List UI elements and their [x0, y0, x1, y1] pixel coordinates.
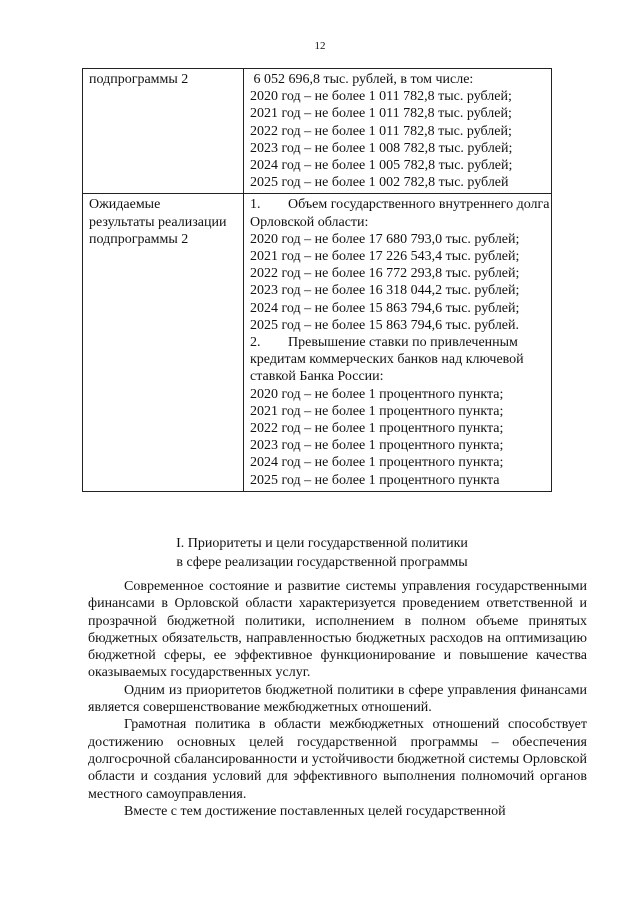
value-line: Орловской области: [250, 214, 369, 230]
numbered-item-1 [250, 196, 551, 213]
value-line: 2022 год – не более 1 процентного пункта; [250, 421, 504, 437]
value-line: 2020 год – не более 1 процентного пункта; [250, 386, 504, 402]
item-lead: Объем государственного внутреннего долга [288, 197, 550, 213]
label-line: результаты реализации [89, 214, 227, 230]
value-line: ставкой Банка России: [250, 369, 384, 385]
paragraph: Вместе с тем достижение поставленных целей государственной [124, 803, 506, 819]
label-line: Ожидаемые [89, 197, 161, 213]
value-line: 2024 год – не более 1 005 782,8 тыс. рублей; [250, 158, 513, 174]
section-title-line-2: в сфере реализации государственной программы [176, 555, 468, 570]
paragraph: Современное состояние и развитие системы управления государственными финансами в Орловской области характеризуется проведением ответственной и прозрачной бюджетной политики, исполнением в полном объеме принятых бюджетных обязательств, направленностью бюджетных расходов на оптимизацию бюджетной сферы, ее эффективное функционирование и повышение качества оказываемых государственных услуг. [88, 579, 587, 681]
table-row [83, 194, 552, 491]
item-number: 2. [250, 335, 261, 351]
value-line: 6 052 696,8 тыс. рублей, в том числе: [250, 72, 474, 87]
value-line: 2025 год – не более 1 процентного пункта [250, 472, 500, 488]
value-line: 2024 год – не более 15 863 794,6 тыс. рублей; [250, 300, 520, 316]
passport-table [82, 68, 552, 492]
label-line: подпрограммы 2 [89, 72, 189, 87]
section-title-line-1: I. Приоритеты и цели государственной политики [176, 536, 468, 551]
table-cell-value [244, 194, 552, 491]
item-number: 1. [250, 197, 261, 213]
value-line: 2023 год – не более 1 процентного пункта; [250, 438, 504, 454]
value-line: 2023 год – не более 1 008 782,8 тыс. рублей; [250, 140, 513, 156]
value-line: кредитам коммерческих банков над ключевой [250, 352, 524, 368]
value-line: 2022 год – не более 16 772 293,8 тыс. рублей; [250, 266, 520, 282]
value-line: 2020 год – не более 17 680 793,0 тыс. рублей; [250, 231, 520, 247]
value-line: 2021 год – не более 17 226 543,4 тыс. рублей; [250, 249, 520, 265]
table-cell-value [244, 69, 552, 194]
body-text [88, 578, 587, 820]
value-line: 2021 год – не более 1 011 782,8 тыс. рублей; [250, 106, 512, 122]
numbered-item-2 [250, 334, 551, 351]
table-row [83, 69, 552, 194]
value-line: 2024 год – не более 1 процентного пункта; [250, 455, 504, 471]
section-heading [82, 534, 562, 572]
table-cell-label [83, 69, 244, 194]
value-line: 2022 год – не более 1 011 782,8 тыс. рублей; [250, 123, 512, 139]
value-line: 2025 год – не более 15 863 794,6 тыс. рублей. [250, 317, 520, 333]
paragraph: Грамотная политика в области межбюджетных отношений способствует достижению основных целей государственной программы – обеспечения долгосрочной сбалансированности и устойчивости бюджетной системы Орловской области и создания условий для эффективного выполнения полномочий органов местного самоуправления. [88, 717, 587, 802]
value-line: 2023 год – не более 16 318 044,2 тыс. рублей; [250, 283, 520, 299]
item-lead: Превышение ставки по привлеченным [288, 335, 518, 351]
value-line: 2020 год – не более 1 011 782,8 тыс. рублей; [250, 89, 512, 105]
label-line: подпрограммы 2 [89, 231, 189, 247]
value-line: 2025 год – не более 1 002 782,8 тыс. рублей [250, 175, 509, 191]
value-line: 2021 год – не более 1 процентного пункта; [250, 403, 504, 419]
paragraph: Одним из приоритетов бюджетной политики в сфере управления финансами является совершенствование межбюджетных отношений. [88, 682, 587, 716]
table-cell-label [83, 194, 244, 491]
page-number: 12 [314, 40, 326, 52]
